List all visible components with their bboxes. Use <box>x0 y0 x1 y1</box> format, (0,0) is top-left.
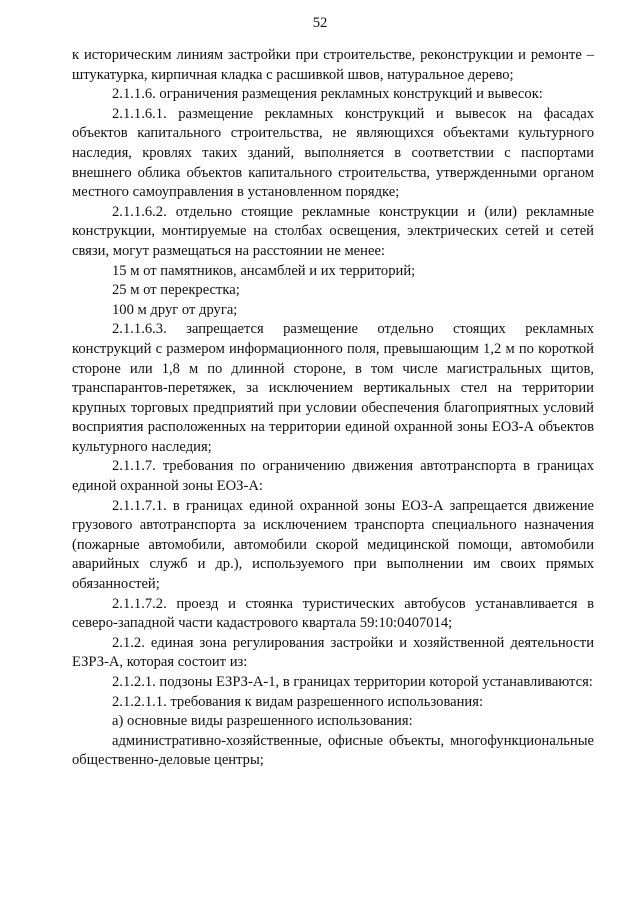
paragraph-2-1-2-1-1: 2.1.2.1.1. требования к видам разрешенного использования: <box>112 693 484 710</box>
paragraph-2-1-1-6: 2.1.1.6. ограничения размещения рекламных конструкций и вывесок: <box>112 86 543 103</box>
paragraph-office-objects: административно-хозяйственные, офисные объекты, многофункциональные общественно-деловые центры; <box>72 732 594 769</box>
paragraph-2-1-1-6-3: 2.1.1.6.3. запрещается размещение отдельно стоящих рекламных конструкций с размером информационного поля, превышающим 1,2 м по короткой стороне или 1,8 м по длинной стороне, в том числе магистральных щитов, транспарантов-перетяжек, за исключением вертикальных стел на территории крупных торговых предприятий при условии обеспечения благоприятных условий восприятия расположенных на территории единой охранной зоны ЕОЗ-А объектов культурного наследия; <box>72 321 594 455</box>
paragraph-2-1-2: 2.1.2. единая зона регулирования застройки и хозяйственной деятельности ЕЗРЗ-А, которая состоит из: <box>72 634 594 671</box>
paragraph-2-1-1-6-1: 2.1.1.6.1. размещение рекламных конструкций и вывесок на фасадах объектов капитального строительства, не являющихся объектами культурного наследия, кровлях таких зданий, выполняется в соответствии с паспортами внешнего облика объектов капитального строительства, утвержденными органом местного самоуправления в установленном порядке; <box>72 105 594 201</box>
paragraph-2-1-1-7: 2.1.1.7. требования по ограничению движения автотранспорта в границах единой охранной зоны ЕОЗ-А: <box>72 458 594 495</box>
paragraph-2-1-1-7-1: 2.1.1.7.1. в границах единой охранной зоны ЕОЗ-А запрещается движение грузового автотранспорта за исключением транспорта специального назначения (пожарные автомобили, автомобили скорой медицинской помощи, автомобили аварийных служб и др.), используемого при выполнении им своих прямых обязанностей; <box>72 497 594 593</box>
list-item-mutual-distance: 100 м друг от друга; <box>112 301 238 318</box>
paragraph-2-1-2-1: 2.1.2.1. подзоны ЕЗРЗ-А-1, в границах территории которой устанавливаются: <box>112 674 593 690</box>
paragraph-2-1-1-6-2: 2.1.1.6.2. отдельно стоящие рекламные конструкции и (или) рекламные конструкции, монтируемые на столбах освещения, электрических сетей и сетей связи, могут размещаться на расстоянии не менее: <box>72 203 594 259</box>
list-item-monuments-distance: 15 м от памятников, ансамблей и их территорий; <box>112 262 416 279</box>
page-number: 52 <box>312 15 328 31</box>
paragraph-main-uses: а) основные виды разрешенного использования: <box>112 713 413 730</box>
paragraph-2-1-1-7-2: 2.1.1.7.2. проезд и стоянка туристических автобусов устанавливается в северо-западной части кадастрового квартала 59:10:0407014; <box>72 595 594 632</box>
paragraph-continuation: к историческим линиям застройки при строительстве, реконструкции и ремонте – штукатурка, кирпичная кладка с расшивкой швов, натуральное дерево; <box>72 47 594 83</box>
document-body <box>72 46 594 771</box>
list-item-crossroad-distance: 25 м от перекрестка; <box>112 282 240 299</box>
